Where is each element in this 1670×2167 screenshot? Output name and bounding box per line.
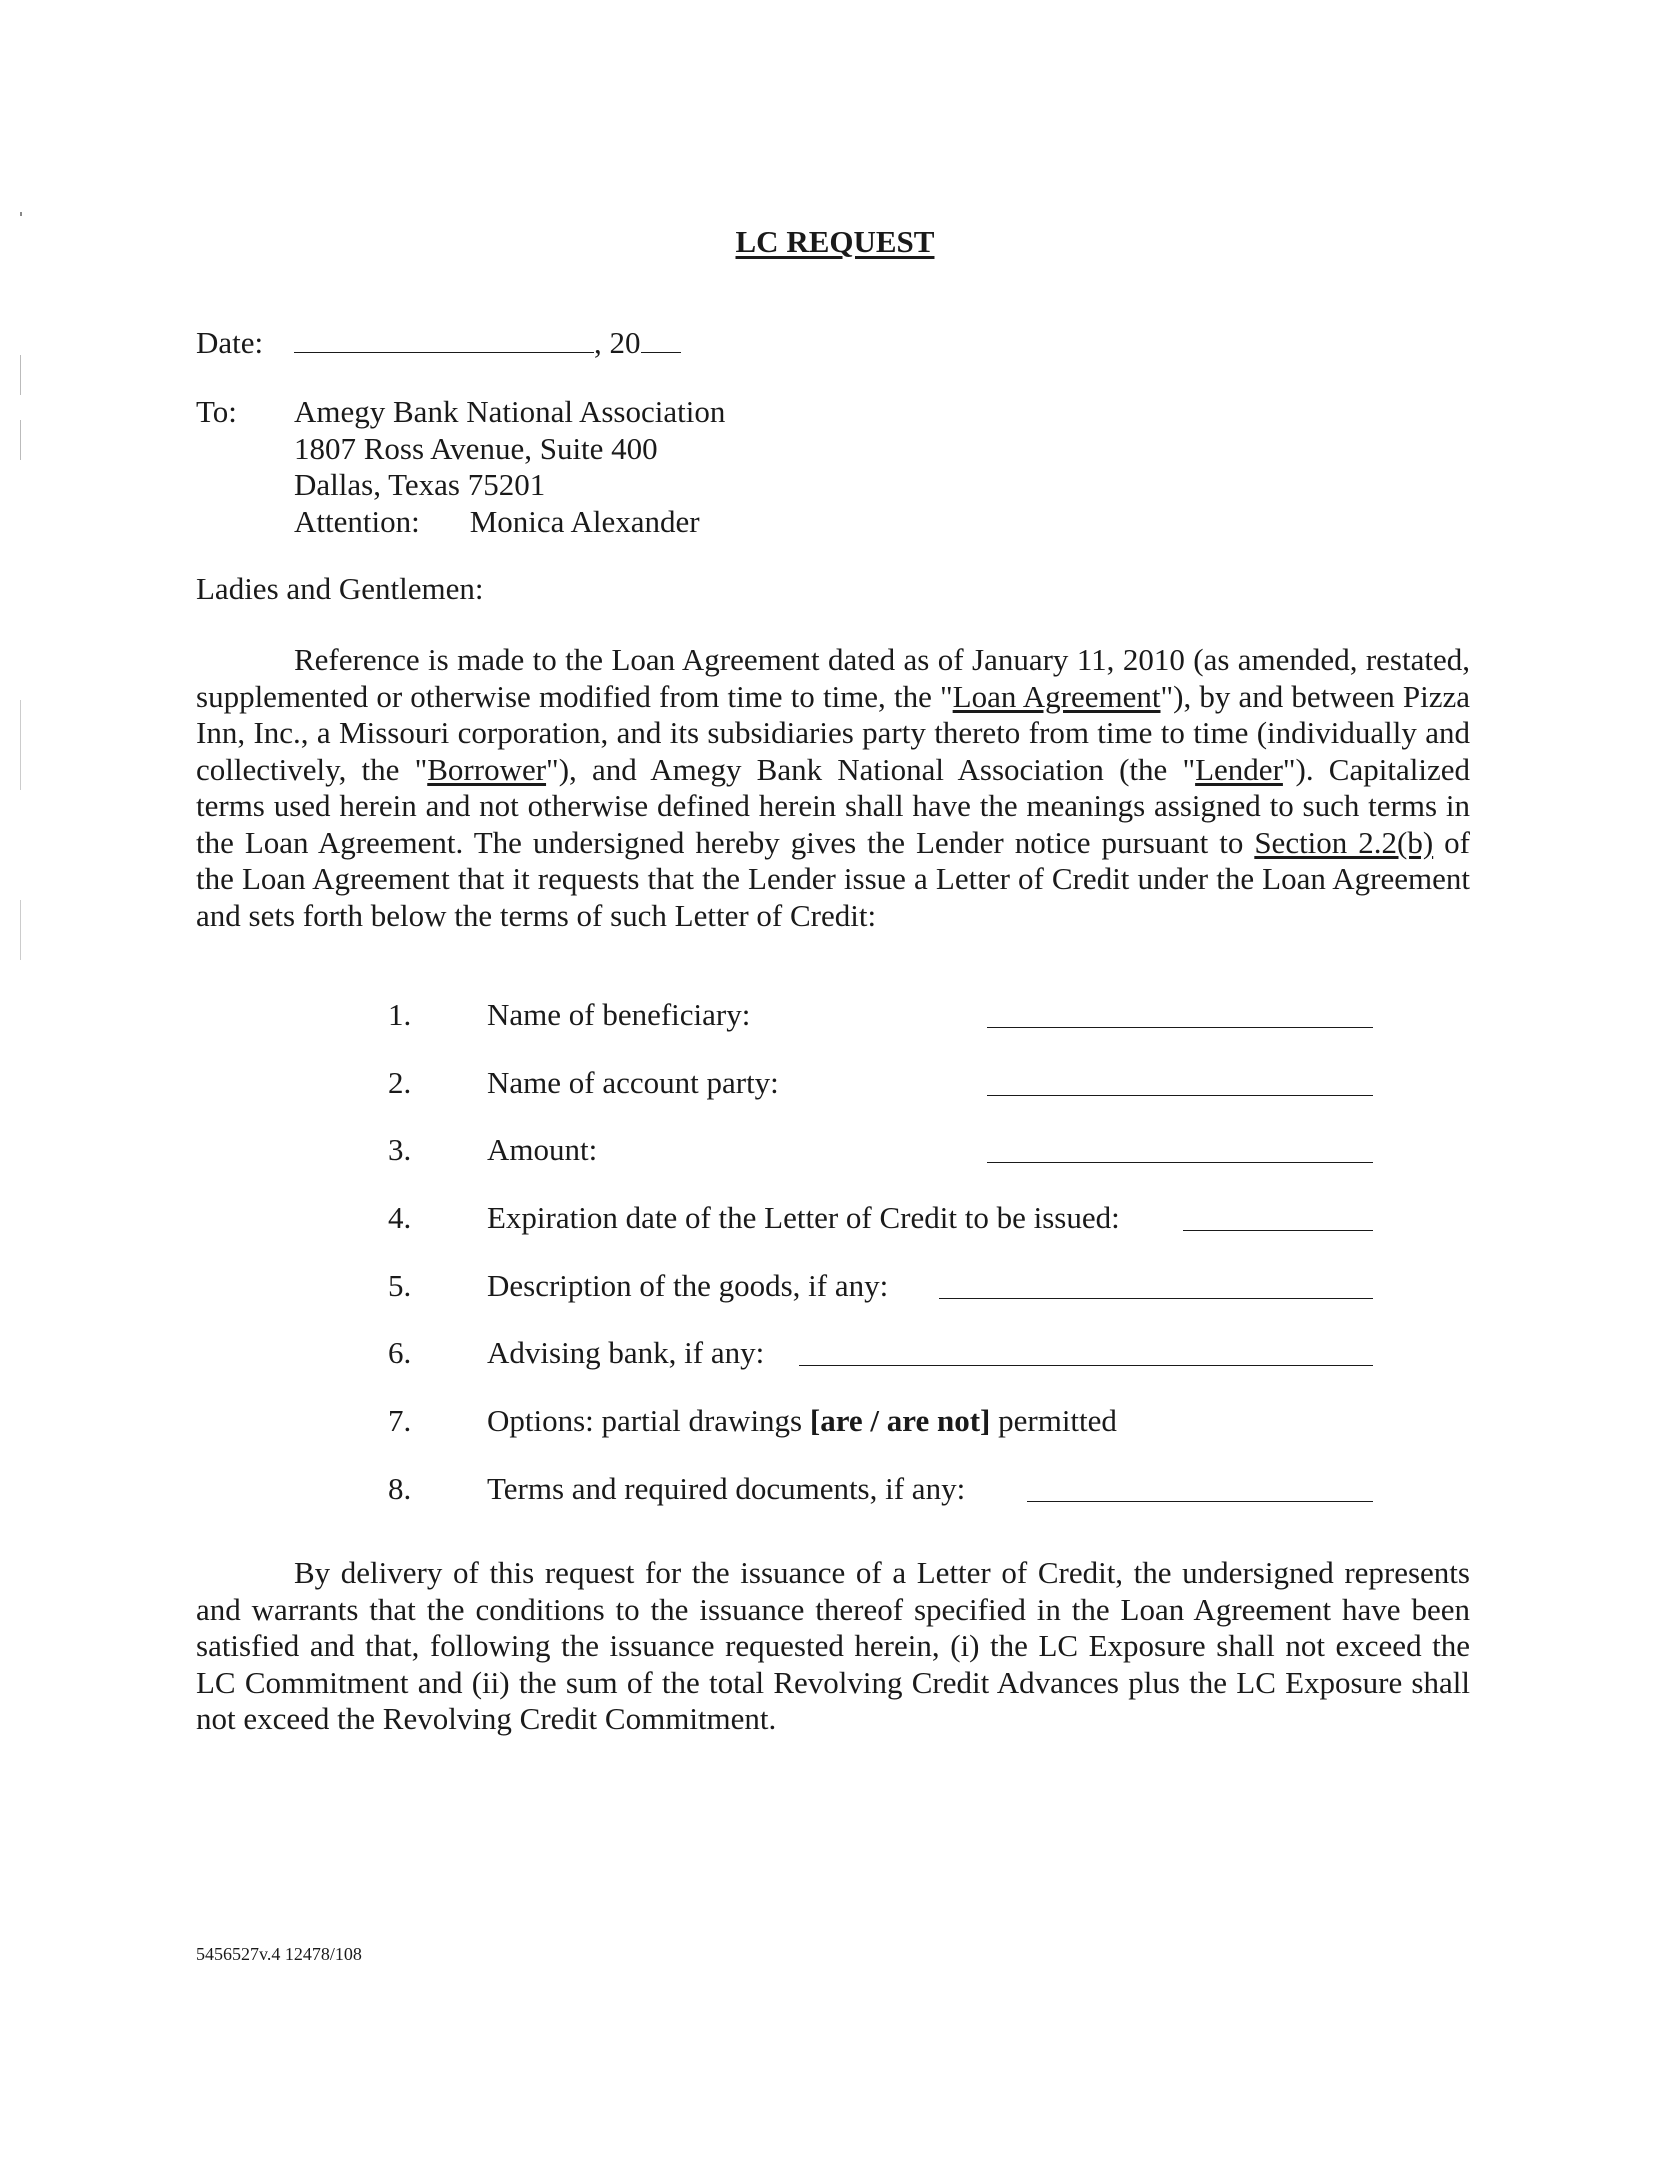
recipient-address [294,394,725,540]
amount-blank-field[interactable] [987,1162,1373,1163]
date-row [196,325,681,362]
paragraph-text: "), by and between Pizza Inn, Inc., a Missouri corporation, and its subsidiaries party thereto from time to time (individually and collectively, the " [196,678,1470,787]
beneficiary-blank-field[interactable] [987,1027,1373,1028]
paragraph-text: "). Capitalized terms used herein and not otherwise defined herein shall have the meanings assigned to such terms in the Loan Agreement. The undersigned hereby gives the Lender notice pursuant to [196,751,1470,860]
list-item [388,997,1373,1065]
list-item [388,1403,1373,1471]
item-number: 2. [388,1064,412,1100]
item-label: Description of the goods, if any: [487,1267,889,1303]
list-item [388,1065,1373,1133]
item-number: 3. [388,1132,412,1168]
item-label: Expiration date of the Letter of Credit to be issued: [487,1200,1120,1236]
attention-line [294,504,725,541]
attention-label: Attention: [294,503,420,539]
item-label: Name of beneficiary: [487,997,751,1032]
defined-term-loan-agreement: Loan Agreement [952,678,1161,714]
list-item [388,1471,1373,1539]
item-number: 4. [388,1200,412,1236]
document-title-text: LC REQUEST [735,224,935,259]
defined-term-borrower: Borrower [427,751,547,787]
date-blank-field[interactable] [294,326,594,353]
paragraph-text: Reference is made to the Loan Agreement dated as of January 11, 2010 (as amended, restated, supplemented or otherwise modified from time to time, the " [196,642,1470,714]
item-number: 7. [388,1403,412,1439]
scan-speck [20,900,21,960]
item-label: Name of account party: [487,1064,779,1100]
advising-bank-blank-field[interactable] [799,1365,1373,1366]
document-id-footer: 5456527v.4 12478/108 [196,1944,362,1964]
options-choice[interactable]: [are / are not] [809,1403,991,1439]
list-item [388,1268,1373,1336]
representation-paragraph: By delivery of this request for the issuance of a Letter of Credit, the undersigned represents and warrants that the conditions to the issuance thereof specified in the Loan Agreement have been satisfied and that, following the issuance requested herein, (i) the LC Exposure shall not exceed the LC Commitment and (ii) the sum of the total Revolving Credit Advances plus the LC Exposure shall not exceed the Revolving Credit Commitment. [196,1555,1470,1736]
year-blank-field[interactable] [641,326,681,353]
date-label: Date: [196,325,264,360]
recipient-line: Amegy Bank National Association [294,394,726,429]
scan-speck [20,212,22,216]
options-text: Options: partial drawings [487,1403,810,1439]
attention-name: Monica Alexander [469,503,700,539]
salutation: Ladies and Gentlemen: [196,571,484,606]
reference-paragraph [196,642,1470,934]
item-number: 6. [388,1335,412,1371]
item-number: 1. [388,997,412,1032]
lc-terms-list [388,997,1373,1539]
expiration-date-blank-field[interactable] [1183,1230,1373,1231]
defined-term-lender: Lender [1195,751,1283,787]
item-label: Advising bank, if any: [487,1335,765,1371]
item-label: Terms and required documents, if any: [487,1470,966,1506]
recipient-line: 1807 Ross Avenue, Suite 400 [294,430,658,466]
list-item [388,1132,1373,1200]
required-documents-blank-field[interactable] [1027,1501,1373,1502]
options-text: permitted [990,1403,1117,1439]
paragraph-text: of the Loan Agreement that it requests that the Lender issue a Letter of Credit under the Loan Agreement and sets forth below the terms of such Letter of Credit: [196,824,1470,933]
scan-speck [20,420,21,460]
paragraph-text: "), and Amegy Bank National Association (the " [546,751,1196,787]
document-title [0,224,1670,261]
account-party-blank-field[interactable] [987,1095,1373,1096]
goods-description-blank-field[interactable] [939,1298,1373,1299]
scan-speck [20,355,21,395]
section-reference: Section 2.2(b) [1254,824,1434,860]
item-label: Amount: [487,1132,598,1168]
recipient-label: To: [196,394,237,429]
recipient-line: Dallas, Texas 75201 [294,467,546,502]
list-item [388,1200,1373,1268]
date-year-prefix: , 20 [594,325,641,360]
item-number: 8. [388,1470,412,1506]
scan-speck [20,700,21,790]
list-item [388,1335,1373,1403]
item-number: 5. [388,1267,412,1303]
item-label [487,1403,1117,1440]
